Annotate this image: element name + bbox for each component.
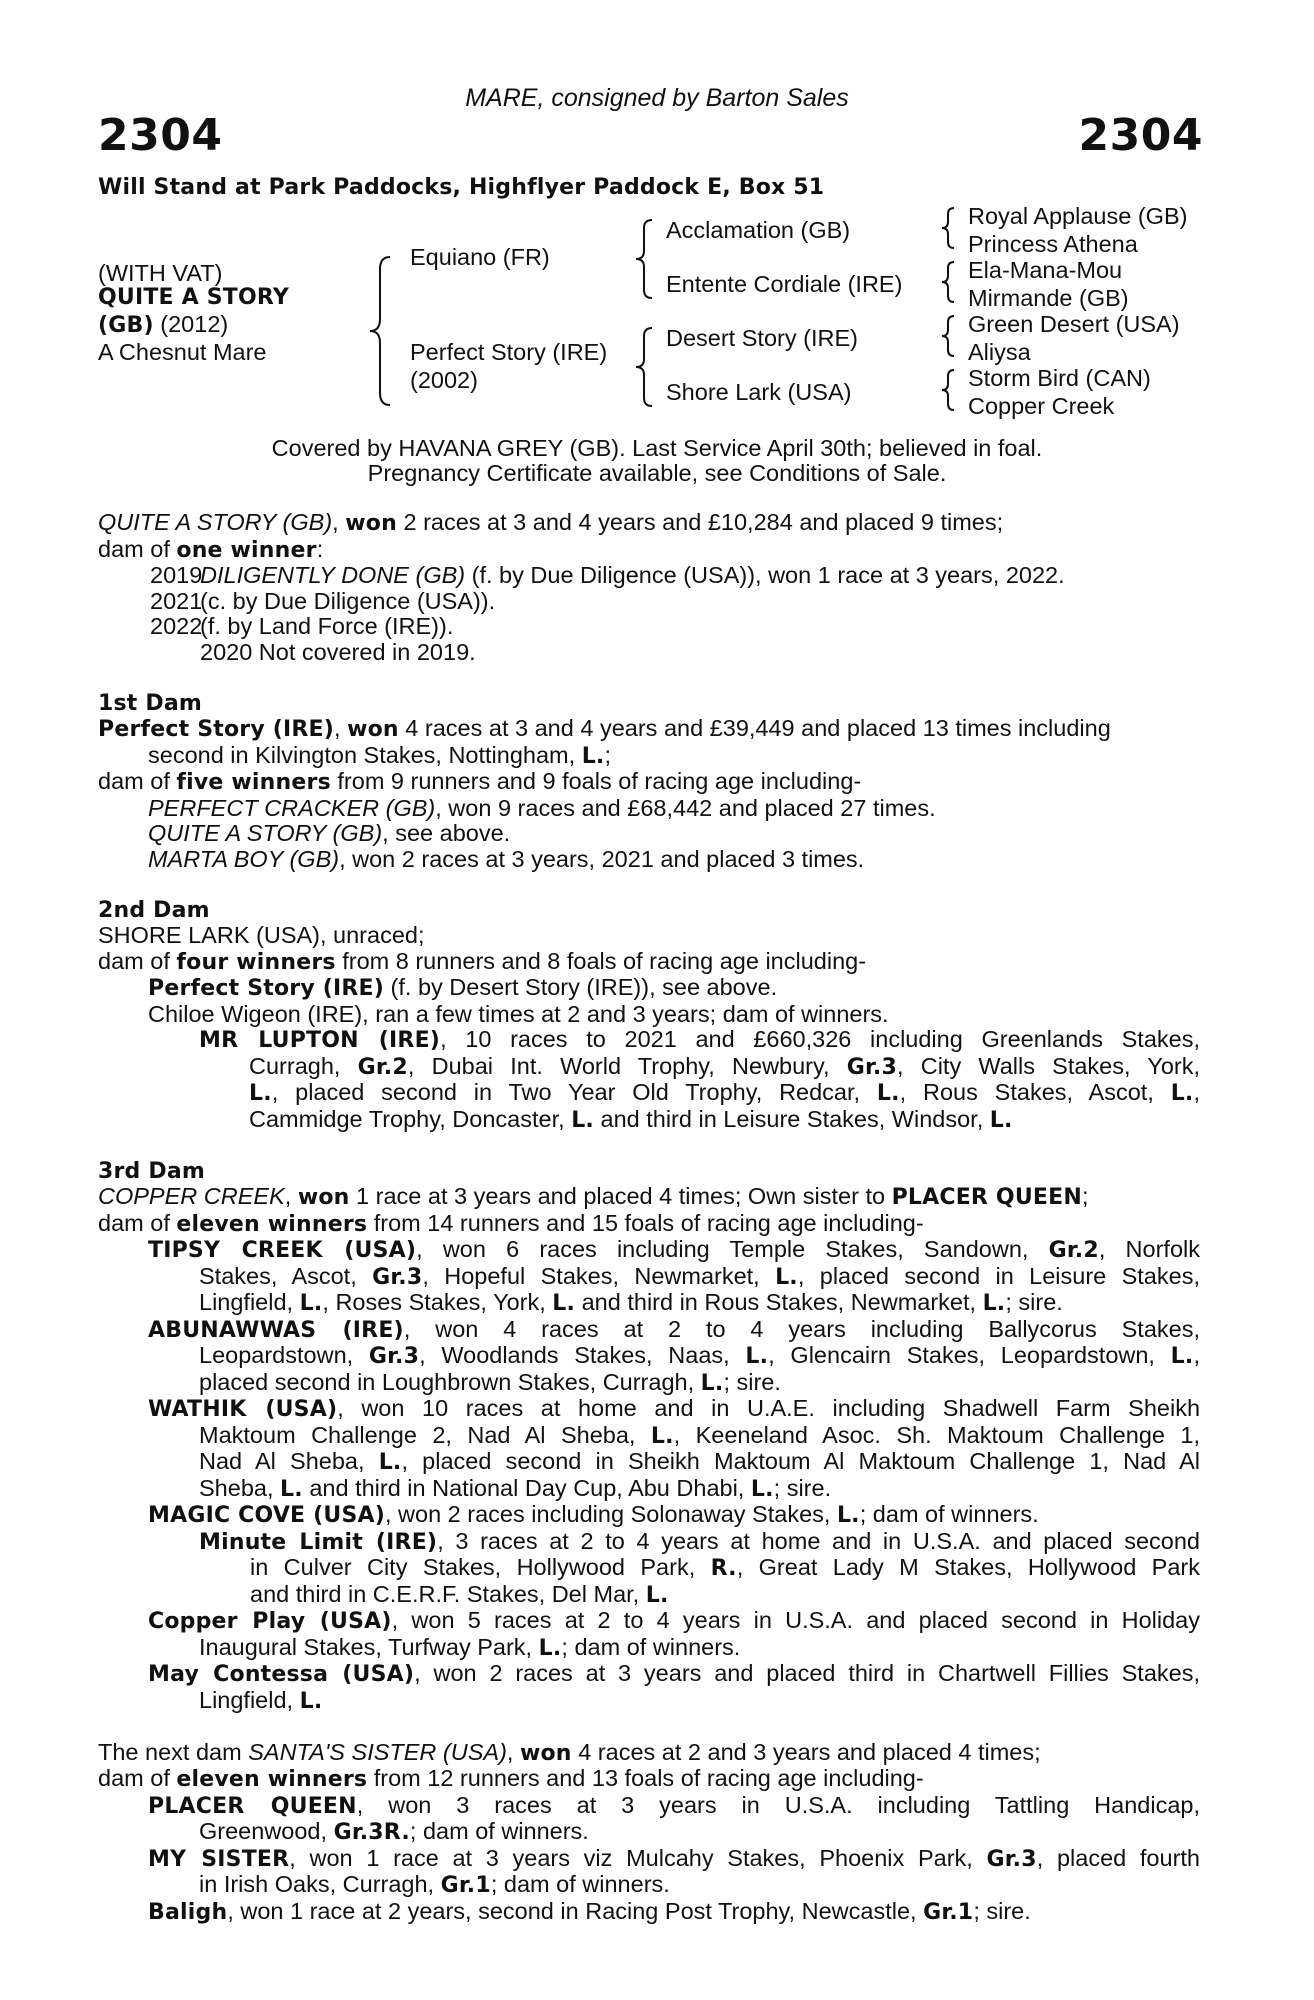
won-label: won (345, 511, 397, 536)
grade-label: L. (571, 1107, 594, 1133)
entry-line (199, 1054, 1200, 1081)
grade-label: L. (1170, 1081, 1194, 1106)
pedigree-dd: Shore Lark (USA) (666, 379, 852, 405)
foal-text: , placed fourth (1036, 1844, 1200, 1871)
dam-of-winners: one winner (176, 537, 317, 563)
entry-line (148, 1635, 1200, 1662)
foal-text: Leopardstown, (199, 1342, 369, 1368)
horse-country-year (98, 311, 228, 339)
foal-text: , 3 races at 2 to 4 years at home and in U.S.A. and placed second (437, 1527, 1200, 1554)
foal-text: , won 3 races at 3 years in U.S.A. including Tattling Handicap, (356, 1791, 1201, 1818)
entry-line (199, 1555, 1200, 1582)
foal-name: May Contessa (USA) (148, 1662, 415, 1687)
horse-name: QUITE A STORY (98, 285, 289, 310)
entry-line (148, 1343, 1200, 1370)
foal-name: PLACER QUEEN (148, 1793, 357, 1819)
produce-year: 2019 (150, 562, 203, 588)
dam-of-winners: five winners (176, 770, 331, 795)
pedigree-brace-sd (940, 260, 956, 304)
covered-line-1: Covered by HAVANA GREY (GB). Last Service April 30th; believed in foal. (271, 435, 1043, 461)
pedigree-sd: Entente Cordiale (IRE) (666, 271, 903, 297)
foal-name: Minute Limit (IRE) (199, 1529, 438, 1555)
grade-label: Gr.1 (923, 1899, 974, 1925)
foal-text: , won 6 races including Temple Stakes, Sandown, (416, 1236, 1049, 1262)
punct: ; (604, 741, 611, 768)
pedigree-brace-ss (940, 206, 956, 250)
location-line: Will Stand at Park Paddocks, Highflyer Paddock E, Box 51 (98, 175, 825, 200)
foal-name: MAGIC COVE (USA) (148, 1503, 385, 1528)
sister-name: PLACER QUEEN (891, 1185, 1082, 1210)
grade-label: L. (750, 1476, 774, 1502)
entry-line (148, 1819, 1200, 1846)
foal-text: ; dam of winners. (409, 1818, 589, 1844)
entry-line (148, 1237, 1200, 1264)
pedigree-brace-ds (940, 314, 956, 358)
dam2-dam-of (98, 949, 1200, 976)
foal-name: Copper Play (USA) (148, 1609, 392, 1634)
nextdam-prefix: The next dam (98, 1738, 249, 1765)
foal-text: , Hopeful Stakes, Newmarket, (422, 1262, 776, 1289)
pedigree-sss: Royal Applause (GB) (968, 203, 1188, 229)
nextdam-foal-baligh (98, 1899, 1200, 1926)
foal-text: in Irish Oaks, Curragh, (199, 1871, 441, 1897)
dam-of-prefix: dam of (98, 768, 177, 794)
foal-text: , 10 races to 2021 and £660,326 including Greenlands Stakes, (440, 1026, 1201, 1052)
entry-line (199, 1582, 1200, 1609)
entry-line (148, 1608, 1200, 1635)
pedigree-brace-dd (940, 368, 956, 412)
grade-label: Gr.1 (440, 1873, 491, 1898)
dam-of-suffix: from 14 runners and 15 foals of racing age including- (367, 1209, 924, 1236)
entry-line (148, 1396, 1200, 1423)
grade-label: Gr.3 (372, 1264, 423, 1290)
foal-text: and third in C.E.R.F. Stakes, Del Mar, (250, 1580, 646, 1607)
consignor-line: MARE, consigned by Barton Sales (465, 84, 849, 112)
nextdam-record: 4 races at 2 and 3 years and placed 4 times; (571, 1738, 1041, 1765)
dam1-foal (98, 821, 1200, 847)
dam1-record-text: 4 races at 3 and 4 years and £39,449 and placed 13 times including (398, 715, 1111, 741)
dam3-foal-wathik (98, 1396, 1200, 1502)
won-label: won (519, 1740, 572, 1766)
foal-text: Nad Al Sheba, (199, 1448, 379, 1474)
produce-foal-text: (c. by Due Diligence (USA)). (200, 587, 496, 614)
foal-text: , placed second in Leisure Stakes, (797, 1262, 1200, 1289)
dam-of-suffix: : (316, 535, 324, 562)
grade-label: Gr.3R. (333, 1820, 410, 1845)
foal-name: Baligh (148, 1899, 228, 1925)
foal-text: , Norfolk (1098, 1236, 1200, 1262)
grade-label: L. (989, 1107, 1013, 1133)
dam1-record: Perfect Story (IRE), won 4 races at 3 and 4 years and £39,449 and placed 13 times including (98, 715, 1111, 742)
pedigree-sds: Ela-Mana-Mou (968, 257, 1123, 283)
foal-text: ; dam of winners. (561, 1633, 741, 1660)
dam3-intro: COPPER CREEK, won 1 race at 3 years and placed 4 times; Own sister to PLACER QUEEN; (98, 1183, 1089, 1210)
entry-line (148, 1688, 1200, 1715)
grade-label: L. (1170, 1344, 1194, 1369)
pedigree-ss: Acclamation (GB) (666, 217, 851, 243)
grade-label: R. (710, 1556, 737, 1581)
punct: , (506, 1738, 520, 1765)
dam1-record-text: second in Kilvington Stakes, Nottingham, (148, 741, 582, 768)
grade-label: L. (645, 1582, 669, 1608)
produce-item (98, 614, 1200, 640)
entry-line (148, 1872, 1200, 1899)
vat-label: (WITH VAT) (98, 260, 223, 286)
grade-label: L. (775, 1264, 798, 1290)
dam-of-winners: eleven winners (176, 1767, 368, 1792)
dam-of-prefix: dam of (98, 1209, 177, 1236)
produce-foal-text: (f. by Due Diligence (USA)), won 1 race at 3 years, 2022. (465, 562, 1065, 588)
foal-text: , Dubai Int. World Trophy, Newbury, (407, 1052, 847, 1079)
foal-text: placed second in Loughbrown Stakes, Curragh, (199, 1368, 701, 1395)
foal-text: Sheba, (199, 1474, 281, 1501)
dam1-foal (98, 847, 1200, 873)
dam1-name: Perfect Story (IRE) (98, 717, 334, 742)
produce-year: 2022 (150, 613, 203, 639)
entry-line (148, 1661, 1200, 1688)
produce-item (98, 563, 1200, 589)
dam1-record-cont (98, 743, 1200, 770)
won-label: won (297, 1185, 350, 1210)
foal-name: MR LUPTON (IRE) (199, 1028, 441, 1053)
pedigree-dds: Storm Bird (CAN) (968, 365, 1151, 391)
foal-text: , won 2 races at 3 years and placed third in Chartwell Fillies Stakes, (414, 1660, 1200, 1686)
horse-country: (GB) (98, 313, 154, 338)
grade-label: L. (982, 1291, 1006, 1316)
foal-text: Curragh, (249, 1052, 358, 1079)
grade-label: L. (378, 1450, 402, 1475)
foal-text: Inaugural Stakes, Turfway Park, (199, 1633, 539, 1660)
horse-description: A Chesnut Mare (98, 339, 267, 365)
nextdam-dam-of (98, 1766, 1200, 1793)
catalogue-body (98, 510, 1200, 1925)
foal-text: ; sire. (973, 1897, 1031, 1924)
dam-of-suffix: from 9 runners and 9 foals of racing age including- (330, 768, 862, 794)
nextdam-foal-my-sister (98, 1846, 1200, 1899)
produce-name: QUITE A STORY (GB) (98, 509, 333, 535)
dam-of-winners: eleven winners (176, 1211, 368, 1237)
pedigree-brace-main (368, 255, 392, 407)
punct: , (1193, 1079, 1200, 1105)
foal-text: , placed second in Two Year Old Trophy, Redcar, (271, 1079, 877, 1105)
punct: , (1193, 1342, 1200, 1368)
entry-line (148, 1423, 1200, 1450)
lot-number-left: 2304 (98, 110, 223, 161)
entry-line (148, 1317, 1200, 1344)
foal-text: Greenwood, (199, 1818, 334, 1844)
grade-label: L. (836, 1503, 860, 1528)
horse-year: (2012) (153, 311, 229, 337)
section-heading-3rd-dam: 3rd Dam (98, 1158, 205, 1184)
grade-label: L. (581, 743, 605, 769)
dam1-dam-of (98, 769, 1200, 796)
grade-label: L. (299, 1688, 323, 1714)
produce-foal-text: (f. by Land Force (IRE)). (200, 613, 454, 639)
won-label: won (347, 717, 399, 742)
foal-name: ABUNAWWAS (IRE) (148, 1317, 404, 1343)
punct: ; (1081, 1183, 1089, 1209)
pedigree-brace-dam (634, 326, 654, 408)
pedigree-dsd: Aliysa (968, 339, 1031, 365)
produce-record-text: 2 races at 3 and 4 years and £10,284 and placed 9 times; (396, 509, 1004, 535)
dam3-foal-may-contessa (98, 1661, 1200, 1714)
nextdam-name: SANTA'S SISTER (USA) (248, 1738, 507, 1765)
grade-label: Gr.3 (368, 1344, 420, 1369)
dam3-grandfoal-minute-limit (98, 1529, 1200, 1609)
foal-text: Maktoum Challenge 2, Nad Al Sheba, (199, 1421, 651, 1448)
produce-item (98, 640, 1200, 666)
dam2-foal (98, 975, 1200, 1002)
foal-text: , won 1 race at 3 years viz Mulcahy Stakes, Phoenix Park, (289, 1844, 987, 1871)
dam3-foal-copper-play (98, 1608, 1200, 1661)
pedigree-ssd: Princess Athena (968, 231, 1138, 257)
foal-text: , won 4 races at 2 to 4 years including Ballycorus Stakes, (403, 1315, 1201, 1342)
grade-label: L. (280, 1476, 303, 1502)
dam1-foal (98, 796, 1200, 822)
foal-name: MARTA BOY (GB) (148, 845, 340, 872)
dam2-intro: SHORE LARK (USA), unraced; (98, 922, 425, 948)
grade-label: L. (552, 1291, 576, 1316)
dam-of-prefix: dam of (98, 1765, 177, 1791)
entry-line (148, 1290, 1200, 1317)
grade-label: L. (745, 1344, 769, 1369)
foal-text: and third in Rous Stakes, Newmarket, (575, 1289, 983, 1315)
entry-line (199, 1080, 1200, 1107)
grade-label: L. (876, 1081, 900, 1106)
foal-text: , Keeneland Asoc. Sh. Maktoum Challenge 1, (673, 1421, 1200, 1448)
entry-line (148, 1846, 1200, 1873)
foal-text: , placed second in Sheikh Maktoum Al Maktoum Challenge 1, Nad Al (401, 1448, 1200, 1474)
foal-text: , City Walls Stakes, York, (897, 1052, 1201, 1079)
dam-of-prefix: dam of (98, 535, 177, 562)
foal-name: Perfect Story (IRE) (148, 976, 384, 1001)
lot-number-right: 2304 (1078, 110, 1203, 161)
foal-text: ; dam of winners. (490, 1871, 670, 1897)
entry-line (199, 1529, 1200, 1556)
grade-label: Gr.3 (846, 1054, 897, 1080)
produce-foal-text: 2020 Not covered in 2019. (200, 638, 476, 665)
grade-label: L. (650, 1423, 674, 1449)
produce-dam-of (98, 537, 1200, 564)
produce-item (98, 589, 1200, 615)
foal-text: , Roses Stakes, York, (322, 1289, 553, 1315)
grade-label: L. (538, 1635, 562, 1661)
produce-record: QUITE A STORY (GB), won 2 races at 3 and 4 years and £10,284 and placed 9 times; (98, 509, 1004, 536)
foal-text: (f. by Desert Story (IRE)), see above. (384, 974, 778, 1000)
foal-text: and third in National Day Cup, Abu Dhabi, (302, 1474, 751, 1501)
foal-text: , Woodlands Stakes, Naas, (419, 1342, 746, 1368)
foal-text: , won 5 races at 2 to 4 years in U.S.A. and placed second in Holiday (391, 1607, 1201, 1633)
dam3-dam-of (98, 1211, 1200, 1238)
dam3-name: COPPER CREEK (98, 1183, 285, 1209)
foal-text: Stakes, Ascot, (199, 1262, 373, 1289)
dam-of-suffix: from 8 runners and 8 foals of racing age including- (335, 947, 867, 974)
entry-line (148, 1370, 1200, 1397)
foal-text: Lingfield, (199, 1289, 300, 1315)
foal-text: , Rous Stakes, Ascot, (899, 1079, 1171, 1105)
pedigree-dss: Green Desert (USA) (968, 311, 1180, 337)
foal-text: , won 9 races and £68,442 and placed 27 times. (435, 794, 936, 821)
nextdam-foal-placer-queen (98, 1793, 1200, 1846)
foal-text: Lingfield, (199, 1686, 300, 1713)
foal-text: in Culver City Stakes, Hollywood Park, (250, 1554, 711, 1580)
dam2-foal: Chiloe Wigeon (IRE), ran a few times at 2 and 3 years; dam of winners. (148, 1000, 889, 1027)
covered-line-2: Pregnancy Certificate available, see Conditions of Sale. (367, 460, 947, 486)
foal-text: , won 10 races at home and in U.A.E. including Shadwell Farm Sheikh (337, 1395, 1201, 1421)
foal-text: ; sire. (723, 1368, 781, 1395)
foal-name: TIPSY CREEK (USA) (148, 1238, 417, 1263)
nextdam-intro (98, 1740, 1200, 1767)
foal-text: and third in Leisure Stakes, Windsor, (593, 1105, 990, 1132)
pedigree-ds: Desert Story (IRE) (666, 325, 858, 351)
foal-text: ; sire. (1005, 1289, 1063, 1315)
dam3-foal-abunawwas (98, 1317, 1200, 1397)
pedigree-dam: Perfect Story (IRE) (410, 339, 608, 365)
foal-text: ; dam of winners. (859, 1501, 1039, 1527)
dam-of-winners: four winners (176, 949, 336, 975)
pedigree-sire: Equiano (FR) (410, 244, 550, 270)
foal-name: WATHIK (USA) (148, 1397, 338, 1422)
grade-label: Gr.2 (1048, 1238, 1099, 1263)
foal-text: Cammidge Trophy, Doncaster, (249, 1105, 572, 1132)
foal-text: , Glencairn Stakes, Leopardstown, (768, 1342, 1171, 1368)
grade-label: Gr.3 (986, 1846, 1037, 1872)
foal-text: , see above. (382, 820, 511, 846)
pedigree-sdd: Mirmande (GB) (968, 285, 1129, 311)
dam3-foal-tipsy-creek (98, 1237, 1200, 1317)
dam2-granddaughter-entry (98, 1027, 1200, 1133)
foal-text: , won 2 races at 3 years, 2021 and placed 3 times. (339, 845, 865, 872)
entry-line (199, 1107, 1200, 1134)
produce-foal-name: DILIGENTLY DONE (GB) (200, 562, 466, 588)
grade-label: L. (700, 1370, 724, 1396)
pedigree-ddd: Copper Creek (968, 393, 1115, 419)
entry-line (148, 1264, 1200, 1291)
pedigree-dam-year: (2002) (410, 367, 478, 393)
dam3-text: 1 race at 3 years and placed 4 times; Own sister to (349, 1183, 892, 1209)
entry-line (148, 1476, 1200, 1503)
dam-of-suffix: from 12 runners and 13 foals of racing age including- (367, 1765, 924, 1791)
foal-name: QUITE A STORY (GB) (148, 820, 383, 846)
entry-line (148, 1793, 1200, 1820)
section-heading-2nd-dam: 2nd Dam (98, 897, 210, 923)
dam3-foal-magic-cove (98, 1502, 1200, 1529)
foal-text: ; sire. (773, 1474, 832, 1501)
foal-name: MY SISTER (148, 1846, 290, 1872)
pedigree-brace-sire (634, 218, 654, 300)
grade-label: L. (299, 1291, 323, 1316)
grade-label: Gr.2 (357, 1054, 408, 1080)
entry-line (148, 1449, 1200, 1476)
foal-name: PERFECT CRACKER (GB) (148, 794, 436, 821)
foal-text: , Great Lady M Stakes, Hollywood Park (736, 1554, 1200, 1580)
section-heading-1st-dam: 1st Dam (98, 690, 203, 716)
dam-of-prefix: dam of (98, 947, 177, 974)
entry-line (199, 1027, 1200, 1054)
grade-label: L. (249, 1081, 272, 1106)
foal-text: , won 1 race at 2 years, second in Racing Post Trophy, Newcastle, (227, 1897, 924, 1924)
produce-year: 2021 (150, 587, 203, 614)
foal-text: , won 2 races including Solonaway Stakes, (384, 1501, 837, 1527)
